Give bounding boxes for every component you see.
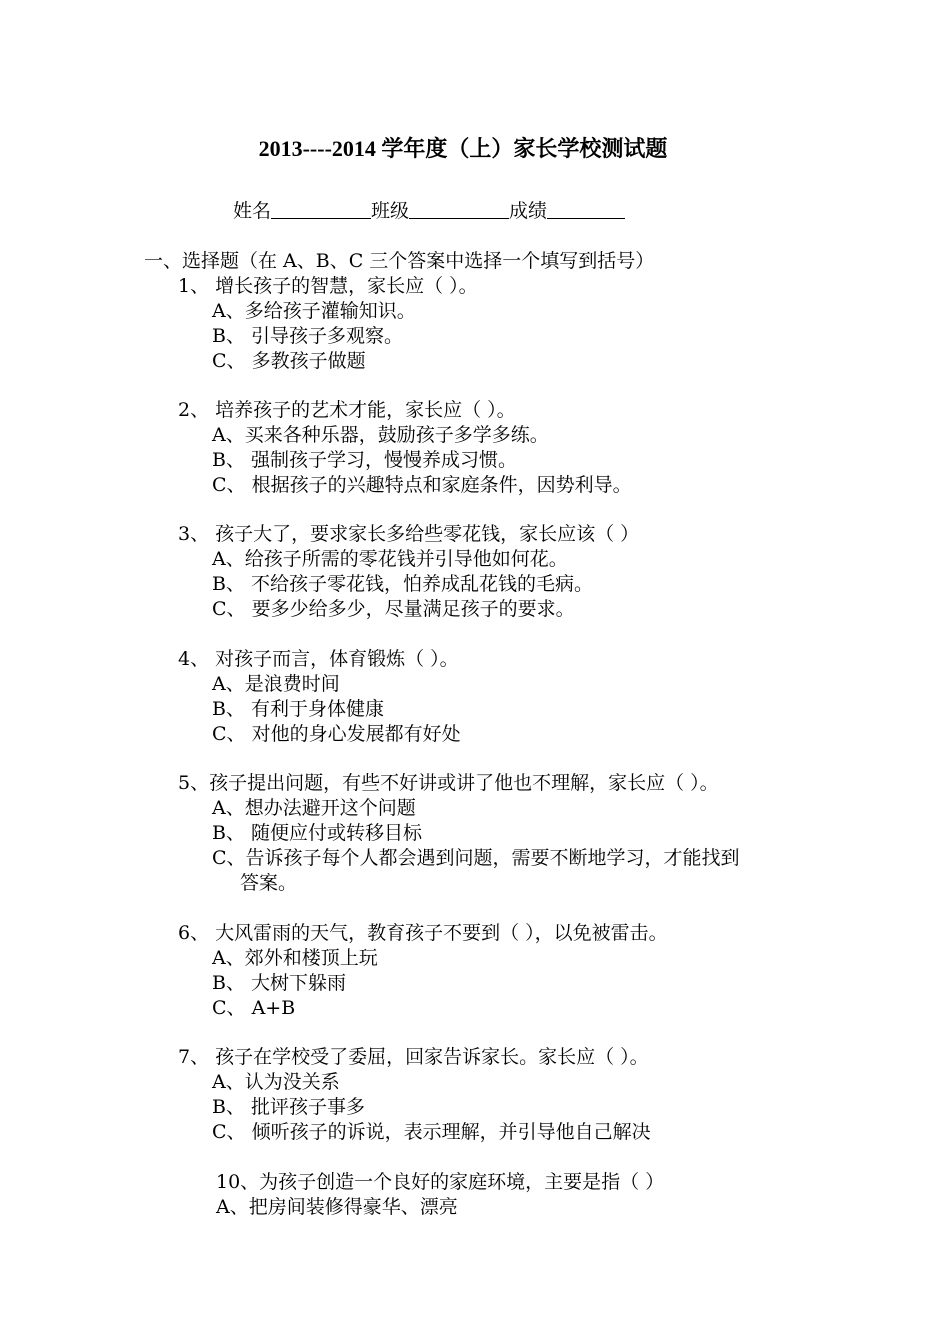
question-option: C、 对他的身心发展都有好处 (212, 723, 461, 745)
section-heading: 一、选择题（在 A、B、C 三个答案中选择一个填写到括号） (144, 250, 655, 272)
student-info-line (233, 198, 625, 224)
question-stem: 5、孩子提出问题，有些不好讲或讲了他也不理解，家长应（ ）。 (178, 772, 719, 794)
question-option: B、 强制孩子学习，慢慢养成习惯。 (212, 449, 518, 471)
name-blank (271, 198, 371, 219)
question-option: B、 不给孩子零花钱，怕养成乱花钱的毛病。 (212, 573, 594, 595)
question-option: B、 大树下躲雨 (212, 972, 347, 994)
question-option: A、给孩子所需的零花钱并引导他如何花。 (212, 548, 568, 570)
question-option: A、把房间装修得豪华、漂亮 (216, 1196, 458, 1218)
question-option: A、买来各种乐器，鼓励孩子多学多练。 (212, 424, 549, 446)
score-label: 成绩 (509, 200, 548, 222)
question-option: A、想办法避开这个问题 (212, 797, 416, 819)
question-option: A、认为没关系 (212, 1071, 340, 1093)
question-option: C、告诉孩子每个人都会遇到问题，需要不断地学习，才能找到 (212, 847, 740, 869)
question-stem: 6、 大风雷雨的天气，教育孩子不要到（ ），以免被雷击。 (178, 922, 668, 944)
question-option: A、是浪费时间 (212, 673, 340, 695)
question-option: B、 有利于身体健康 (212, 698, 385, 720)
question-option: C、 倾听孩子的诉说，表示理解，并引导他自己解决 (212, 1121, 651, 1143)
question-stem: 2、 培养孩子的艺术才能，家长应（ ）。 (178, 399, 516, 421)
score-blank (547, 198, 625, 219)
question-option: C、 A+B (212, 997, 296, 1019)
question-stem: 1、 增长孩子的智慧，家长应（ ）。 (178, 275, 478, 297)
question-option: C、 要多少给多少，尽量满足孩子的要求。 (212, 598, 575, 620)
question-stem: 7、 孩子在学校受了委屈，回家告诉家长。家长应（ ）。 (178, 1046, 649, 1068)
question-option: B、 随便应付或转移目标 (212, 822, 423, 844)
question-option: B、 引导孩子多观察。 (212, 325, 404, 347)
question-option: A、郊外和楼顶上玩 (212, 947, 378, 969)
question-option: A、多给孩子灌输知识。 (212, 300, 416, 322)
question-option: B、 批评孩子事多 (212, 1096, 366, 1118)
question-stem: 3、 孩子大了，要求家长多给些零花钱，家长应该（ ） (178, 523, 640, 545)
question-option-continuation: 答案。 (240, 872, 298, 894)
name-label: 姓名 (233, 200, 272, 222)
question-stem: 4、 对孩子而言，体育锻炼（ ）。 (178, 648, 459, 670)
class-blank (409, 198, 509, 219)
page-title: 2013----2014 学年度（上）家长学校测试题 (258, 136, 668, 161)
question-stem: 10、为孩子创造一个良好的家庭环境，主要是指（ ） (216, 1171, 665, 1193)
question-option: C、 多教孩子做题 (212, 350, 366, 372)
class-label: 班级 (371, 200, 410, 222)
question-option: C、 根据孩子的兴趣特点和家庭条件，因势利导。 (212, 474, 632, 496)
